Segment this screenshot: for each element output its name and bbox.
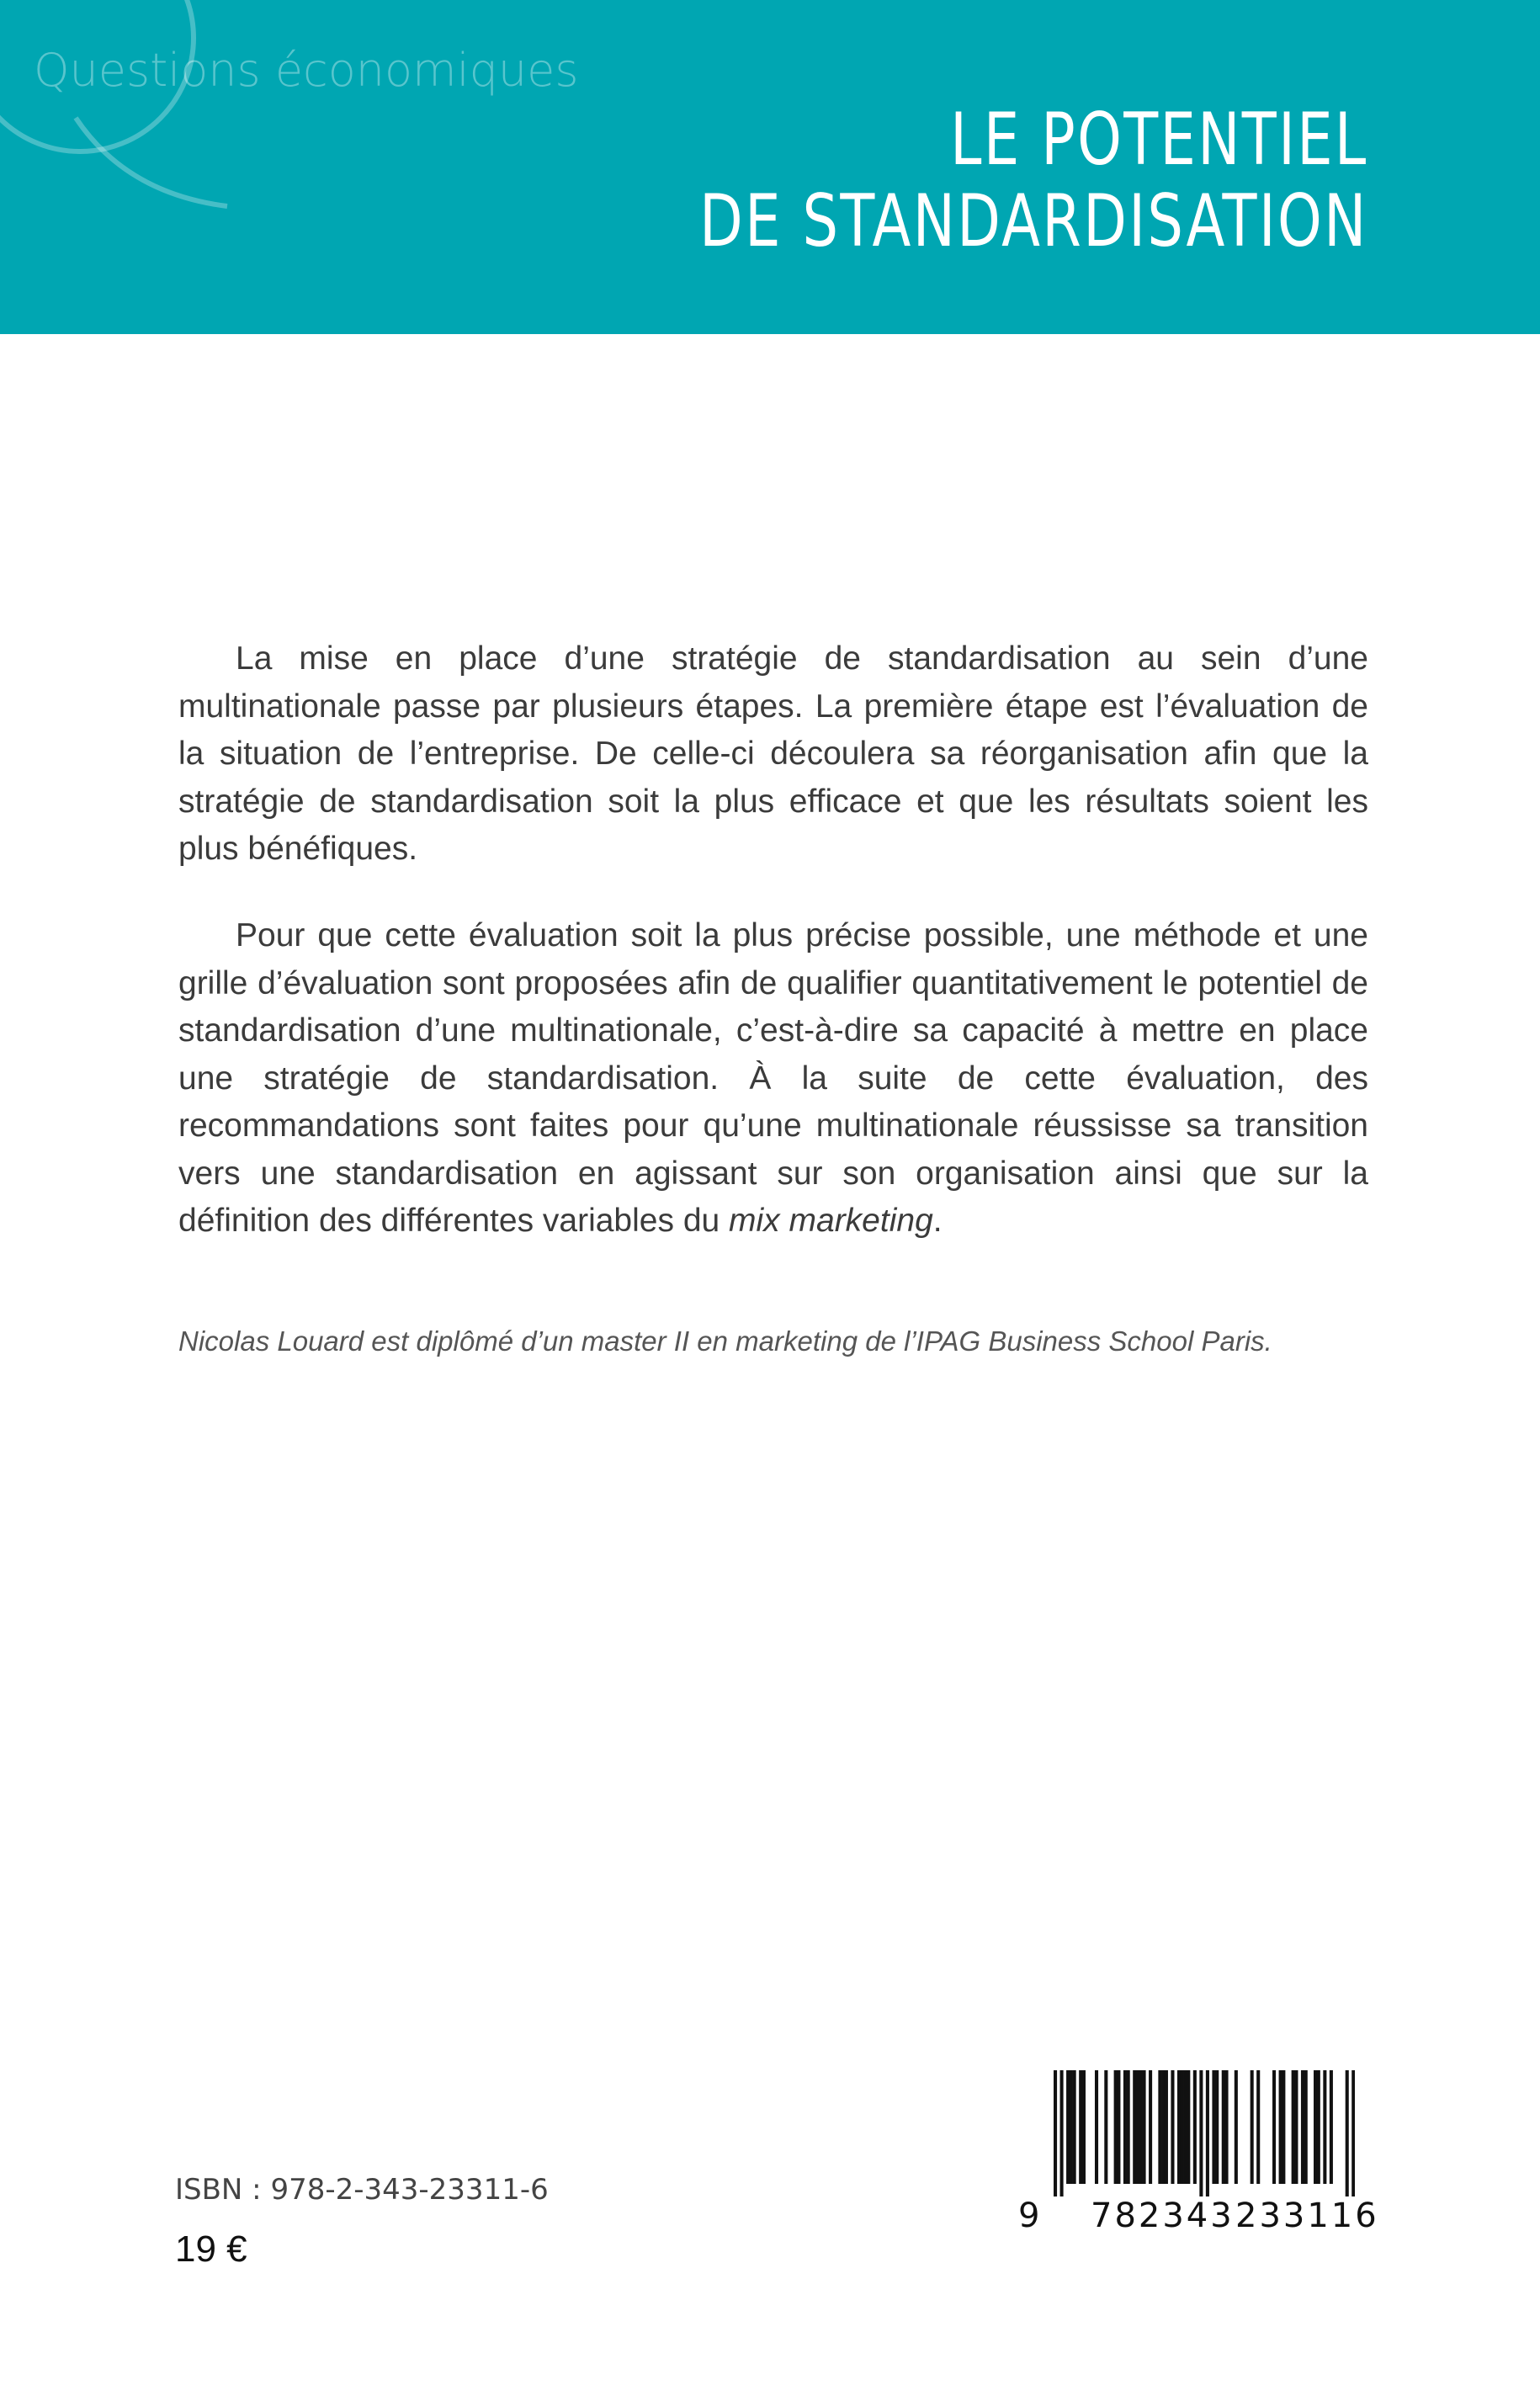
barcode-digits-right: 233116 <box>1235 2196 1379 2235</box>
barcode-bar <box>1143 2070 1146 2184</box>
barcode-bar <box>1082 2070 1086 2184</box>
barcode-bar <box>1323 2070 1326 2184</box>
barcode-bar <box>1139 2070 1143 2184</box>
blurb-paragraph-2 <box>178 912 1368 1246</box>
blurb-paragraph-2-text: Pour que cette évaluation soit la plus précise possible, une méthode et une grille d’évaluation sont proposées afin de qualifier quantitativement le potentiel de standardisation d’une multinationale, c’est-à-dire sa capacité à mettre en place une stratégie de standardisation. À la suite de cette évaluation, des recommandations sont faites pour qu’une multinationale réussisse sa transition vers une standardisation en agissant sur son organisation ainsi que sur la définition des différentes variables du <box>178 917 1368 1239</box>
barcode-bar <box>1104 2070 1107 2184</box>
barcode-bar <box>1317 2070 1320 2184</box>
barcode-bar <box>1272 2070 1276 2184</box>
barcode-bar <box>1193 2070 1197 2184</box>
barcode-bar <box>1161 2070 1165 2184</box>
isbn-text: ISBN : 978-2-343-23311-6 <box>175 2173 549 2207</box>
barcode-bar <box>1279 2070 1282 2184</box>
barcode-bar <box>1215 2070 1219 2184</box>
barcode-bar <box>1127 2070 1130 2184</box>
blurb-paragraph-2-end: . <box>932 1203 943 1239</box>
barcode <box>1018 2070 1355 2281</box>
barcode-bar <box>1314 2070 1317 2184</box>
blurb-italic-term: mix marketing <box>729 1203 933 1239</box>
barcode-bar <box>1199 2070 1203 2196</box>
author-note: Nicolas Louard est diplômé d’un master II en marketing de l’IPAG Business School Paris. <box>178 1325 1272 1357</box>
barcode-bar <box>1095 2070 1098 2184</box>
barcode-bar <box>1158 2070 1161 2184</box>
ean13-barcode-icon <box>1054 2070 1355 2196</box>
q-letter-logo-icon <box>0 0 236 261</box>
barcode-bar <box>1292 2070 1295 2184</box>
barcode-bar <box>1301 2070 1304 2184</box>
barcode-bar <box>1187 2070 1190 2184</box>
book-title <box>699 99 1368 263</box>
barcode-bar <box>1235 2070 1238 2184</box>
blurb-paragraph-1 <box>178 635 1368 874</box>
book-title-line-2: DE STANDARDISATION <box>699 179 1368 263</box>
barcode-bar <box>1066 2070 1070 2184</box>
barcode-bar <box>1251 2070 1254 2184</box>
barcode-bar <box>1114 2070 1118 2184</box>
barcode-bar <box>1256 2070 1260 2184</box>
series-label: Questions économiques <box>34 44 579 97</box>
book-title-line-1: LE POTENTIEL <box>950 98 1368 182</box>
price-text: 19 € <box>175 2228 247 2270</box>
barcode-bar <box>1351 2070 1355 2196</box>
barcode-bar <box>1330 2070 1333 2184</box>
barcode-bar <box>1181 2070 1184 2184</box>
barcode-bar <box>1123 2070 1127 2184</box>
barcode-bar <box>1149 2070 1152 2184</box>
barcode-bar <box>1346 2070 1349 2196</box>
barcode-bar <box>1224 2070 1228 2184</box>
barcode-bar <box>1177 2070 1181 2184</box>
barcode-bar <box>1136 2070 1139 2184</box>
barcode-bar <box>1079 2070 1082 2184</box>
barcode-bar <box>1184 2070 1187 2184</box>
barcode-digit-first: 9 <box>1018 2196 1043 2235</box>
barcode-bar <box>1165 2070 1168 2184</box>
barcode-bar <box>1212 2070 1215 2184</box>
barcode-bar <box>1304 2070 1308 2184</box>
barcode-bar <box>1060 2070 1064 2196</box>
barcode-digits-left: 782343 <box>1091 2196 1235 2235</box>
barcode-bar <box>1282 2070 1285 2184</box>
barcode-bar <box>1070 2070 1073 2184</box>
barcode-bar <box>1294 2070 1298 2184</box>
blurb-paragraph-1-text: La mise en place d’une stratégie de standardisation au sein d’une multinationale passe par plusieurs étapes. La première étape est l’évaluation de la situation de l’entreprise. De celle-ci découlera sa réorganisation afin que la stratégie de standardisation soit la plus efficace et que les résultats soient les plus bénéfiques. <box>178 640 1368 867</box>
barcode-bar <box>1206 2070 1209 2196</box>
barcode-bar <box>1073 2070 1076 2184</box>
barcode-bar <box>1222 2070 1225 2184</box>
barcode-bar <box>1171 2070 1174 2184</box>
header-band <box>0 0 1540 334</box>
barcode-bar <box>1117 2070 1120 2184</box>
barcode-bar <box>1054 2070 1057 2196</box>
barcode-bar <box>1133 2070 1136 2184</box>
